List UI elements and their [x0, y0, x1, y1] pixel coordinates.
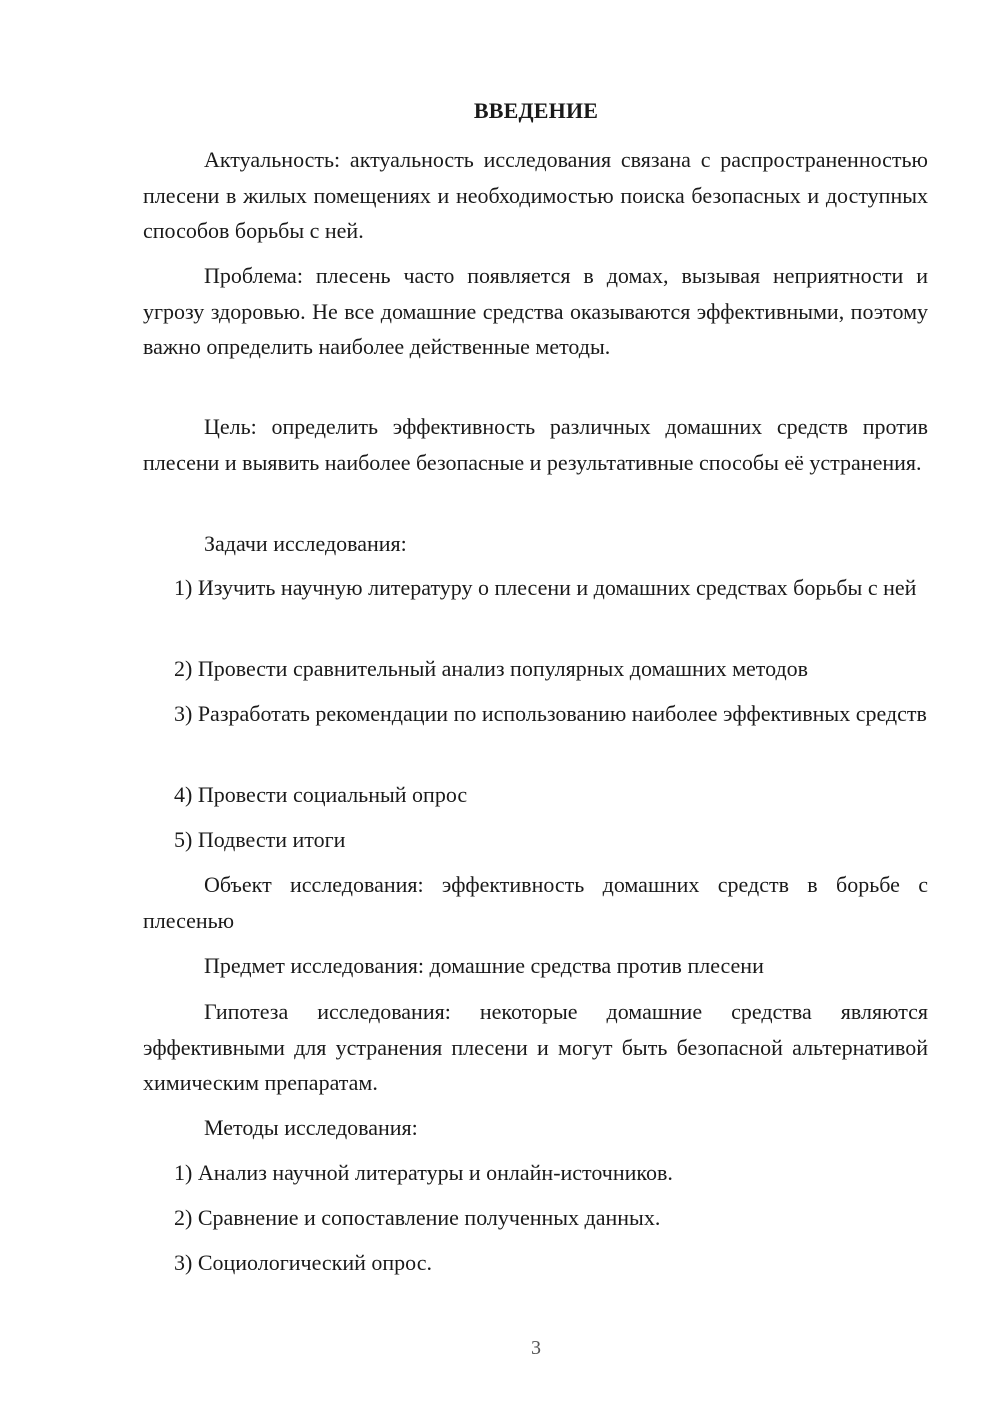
list-item-task-2: 2) Провести сравнительный анализ популярных домашних методов: [174, 656, 809, 681]
list-item-method-3: 3) Социологический опрос.: [174, 1250, 432, 1275]
list-item-task-4: 4) Провести социальный опрос: [174, 782, 468, 807]
page-number: 3: [531, 1337, 541, 1359]
paragraph-problem: Проблема: плесень часто появляется в домах, вызывая неприятности и угрозу здоровью. Не все домашние средства оказываются эффективными, поэтому важно определить наиболее действенные методы.: [143, 263, 928, 359]
list-item-task-5: 5) Подвести итоги: [174, 827, 346, 852]
list-item-task-1: 1) Изучить научную литературу о плесени и домашних средствах борьбы с ней: [174, 575, 917, 600]
paragraph-hypothesis: Гипотеза исследования: некоторые домашние средства являются эффективными для устранения плесени и могут быть безопасной альтернативой химическим препаратам.: [143, 999, 928, 1095]
paragraph-relevance: Актуальность: актуальность исследования связана с распространенностью плесени в жилых помещениях и необходимостью поиска безопасных и доступных способов борьбы с ней.: [143, 147, 928, 243]
list-item-method-1: 1) Анализ научной литературы и онлайн-источников.: [174, 1160, 673, 1185]
paragraph-subject: Предмет исследования: домашние средства против плесени: [204, 953, 764, 978]
list-item-method-2: 2) Сравнение и сопоставление полученных данных.: [174, 1205, 661, 1230]
list-item-task-3: 3) Разработать рекомендации по использованию наиболее эффективных средств: [174, 701, 927, 726]
paragraph-goal: Цель: определить эффективность различных домашних средств против плесени и выявить наиболее безопасные и результативные способы её устранения.: [143, 414, 928, 475]
paragraph-tasks-heading: Задачи исследования:: [204, 531, 407, 556]
paragraph-methods-heading: Методы исследования:: [204, 1115, 418, 1140]
paragraph-object: Объект исследования: эффективность домашних средств в борьбе с плесенью: [143, 872, 928, 933]
page-title: ВВЕДЕНИЕ: [473, 98, 599, 123]
